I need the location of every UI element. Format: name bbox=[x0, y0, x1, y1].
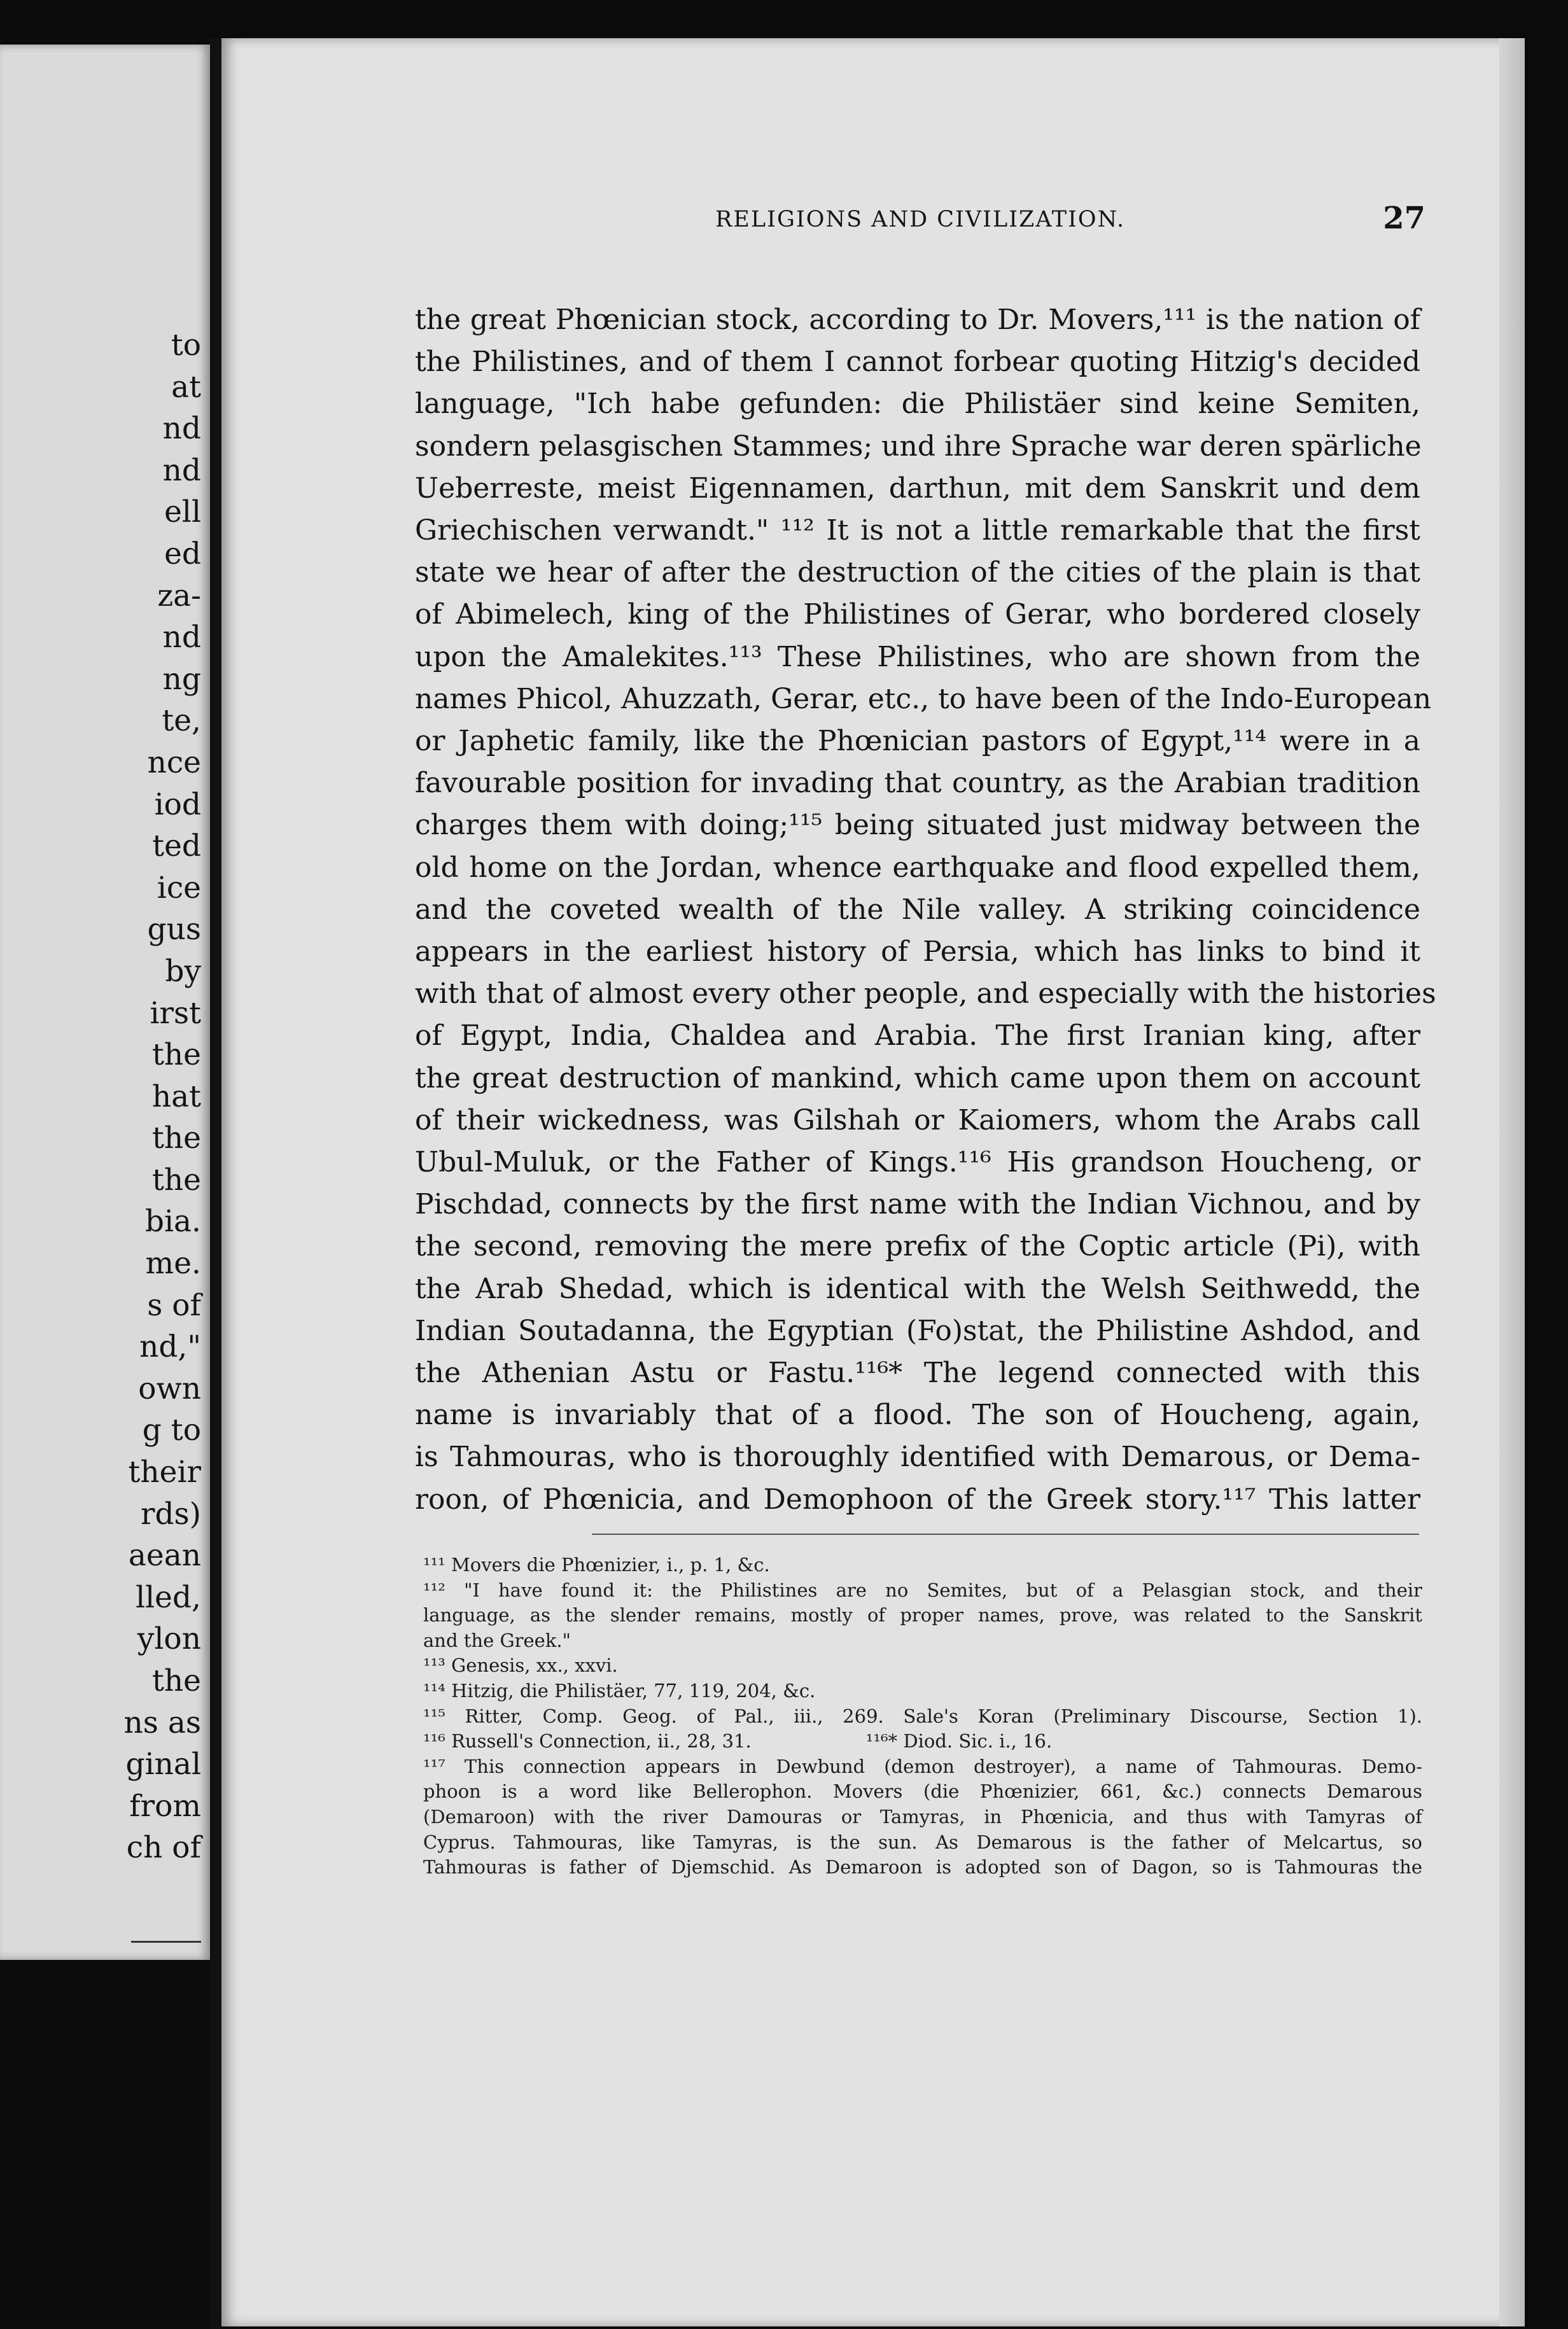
facing-page-text bbox=[124, 325, 201, 1869]
footnote-117-cont: Cyprus. Tahmouras, like Tamyras, is the sun. As Demarous is the father of Melcartus, so bbox=[423, 1831, 1422, 1853]
facing-page-line: from bbox=[129, 1788, 201, 1824]
text-line: is Tahmouras, who is thoroughly identified with Demarous, or Dema- bbox=[415, 1441, 1420, 1474]
facing-page-line: ginal bbox=[125, 1747, 201, 1782]
text-line: of their wickedness, was Gilshah or Kaiomers, whom the Arabs call bbox=[415, 1103, 1420, 1137]
facing-page-line: za- bbox=[157, 578, 201, 613]
footnote-115: ¹¹⁵ Ritter, Comp. Geog. of Pal., iii., 269. Sale's Koran (Preliminary Discourse, Section 1). bbox=[423, 1705, 1422, 1727]
footnote-116: ¹¹⁶ Russell's Connection, ii., 28, 31. bbox=[423, 1730, 752, 1752]
facing-page-line: ice bbox=[157, 870, 201, 906]
facing-page-line: bia. bbox=[144, 1204, 201, 1240]
footnote-116b: ¹¹⁶* Diod. Sic. i., 16. bbox=[865, 1730, 1053, 1752]
text-line: with that of almost every other people, and especially with the histories bbox=[415, 977, 1436, 1011]
facing-page-line: lled, bbox=[136, 1579, 201, 1615]
text-line: names Phicol, Ahuzzath, Gerar, etc., to have been of the Indo-European bbox=[415, 682, 1432, 715]
text-line: of Egypt, India, Chaldea and Arabia. The first Iranian king, after bbox=[415, 1019, 1420, 1053]
facing-page-line: gus bbox=[147, 912, 201, 948]
footnote-rule bbox=[592, 1534, 1419, 1535]
text-line: the Athenian Astu or Fastu.¹¹⁶* The legend connected with this bbox=[415, 1357, 1420, 1390]
text-line: favourable position for invading that country, as the Arabian tradition bbox=[415, 767, 1420, 800]
facing-page-rule bbox=[131, 1941, 201, 1943]
book-gutter bbox=[210, 38, 221, 2329]
facing-page-line: at bbox=[171, 369, 201, 405]
footnote-116-row bbox=[423, 1729, 1422, 1754]
facing-page-line: the bbox=[152, 1663, 201, 1698]
text-line: Ueberreste, meist Eigennamen, darthun, mit dem Sanskrit und dem bbox=[415, 472, 1420, 505]
facing-page-line: the bbox=[152, 1121, 201, 1156]
facing-page-line: nd bbox=[162, 411, 201, 447]
text-line: old home on the Jordan, whence earthquake and flood expelled them, bbox=[415, 851, 1420, 884]
text-line: appears in the earliest history of Persia, which has links to bind it bbox=[415, 935, 1420, 969]
text-line: sondern pelasgischen Stammes; und ihre Sprache war deren spärliche bbox=[415, 430, 1422, 463]
footnotes bbox=[423, 1553, 1422, 1880]
text-line: name is invariably that of a flood. The son of Houcheng, again, bbox=[415, 1399, 1420, 1432]
text-line: the Arab Shedad, which is identical with the Welsh Seithwedd, the bbox=[415, 1272, 1420, 1305]
footnote-117-cont: Tahmouras is father of Djemschid. As Demaroon is adopted son of Dagon, so is Tahmouras the bbox=[423, 1856, 1422, 1878]
facing-page-line: ed bbox=[164, 536, 201, 571]
facing-page-line: ylon bbox=[137, 1621, 201, 1657]
text-line: and the coveted wealth of the Nile valley. A striking coincidence bbox=[415, 893, 1420, 926]
text-line: Indian Soutadanna, the Egyptian (Fo)stat, the Philistine Ashdod, and bbox=[415, 1314, 1420, 1347]
text-line: Ubul-Muluk, or the Father of Kings.¹¹⁶ His grandson Houcheng, or bbox=[415, 1146, 1420, 1179]
footnote-112-end: and the Greek." bbox=[423, 1629, 571, 1651]
page-header bbox=[496, 200, 1425, 245]
facing-page-line: iod bbox=[154, 787, 201, 822]
footnote-117: ¹¹⁷ This connection appears in Dewbund (demon destroyer), a name of Tahmouras. Demo- bbox=[423, 1755, 1422, 1777]
footnote-112-cont: language, as the slender remains, mostly of proper names, prove, was related to the Sanskrit bbox=[423, 1604, 1422, 1626]
facing-page-line: nd," bbox=[139, 1329, 201, 1365]
text-line: the great Phœnician stock, according to Dr. Movers,¹¹¹ is the nation of bbox=[415, 304, 1420, 336]
text-line: the second, removing the mere prefix of the Coptic article (Pi), with bbox=[415, 1230, 1420, 1263]
facing-page-line: hat bbox=[151, 1079, 201, 1114]
text-line: Griechischen verwandt." ¹¹² It is not a little remarkable that the first bbox=[415, 514, 1420, 547]
text-line: state we hear of after the destruction of the cities of the plain is that bbox=[415, 556, 1420, 589]
facing-page-line: g to bbox=[142, 1413, 201, 1448]
text-line: language, "Ich habe gefunden: die Philistäer sind keine Semiten, bbox=[415, 388, 1420, 421]
facing-page-line: ng bbox=[162, 661, 201, 697]
facing-page-line: by bbox=[165, 953, 201, 989]
facing-page-line: s of bbox=[147, 1287, 201, 1323]
facing-page-line: aean bbox=[128, 1538, 201, 1574]
facing-page-line: me. bbox=[145, 1246, 201, 1282]
page-edge bbox=[1499, 38, 1525, 2326]
footnote-111: ¹¹¹ Movers die Phœnizier, i., p. 1, &c. bbox=[423, 1554, 770, 1576]
facing-page-line: the bbox=[152, 1037, 201, 1073]
facing-page-line: the bbox=[152, 1162, 201, 1198]
footnote-117-cont: (Demaroon) with the river Damouras or Tamyras, in Phœnicia, and thus with Tamyras of bbox=[423, 1805, 1422, 1828]
text-line: roon, of Phœnicia, and Demophoon of the Greek story.¹¹⁷ This latter bbox=[415, 1483, 1420, 1516]
body-text bbox=[415, 299, 1436, 1521]
facing-page-line: own bbox=[138, 1371, 201, 1406]
footnote-113: ¹¹³ Genesis, xx., xxvi. bbox=[423, 1654, 618, 1677]
text-line: or Japhetic family, like the Phœnician pastors of Egypt,¹¹⁴ were in a bbox=[415, 725, 1420, 758]
text-line: Pischdad, connects by the first name with the Indian Vichnou, and by bbox=[415, 1188, 1420, 1221]
running-head: RELIGIONS AND CIVILIZATION. bbox=[715, 207, 1126, 232]
facing-page-line: their bbox=[128, 1455, 201, 1490]
footnote-114: ¹¹⁴ Hitzig, die Philistäer, 77, 119, 204, &c. bbox=[423, 1679, 816, 1702]
facing-page-line: to bbox=[171, 328, 201, 363]
facing-page-line: nd bbox=[162, 620, 201, 655]
page-number: 27 bbox=[1383, 200, 1425, 236]
text-line: of Abimelech, king of the Philistines of Gerar, who bordered closely bbox=[415, 598, 1420, 631]
facing-page-line: te, bbox=[162, 703, 201, 739]
text-line: the great destruction of mankind, which came upon them on account bbox=[415, 1061, 1420, 1095]
facing-page-line: ch of bbox=[126, 1830, 201, 1866]
text-line: upon the Amalekites.¹¹³ These Philistines, who are shown from the bbox=[415, 640, 1420, 673]
facing-page-line: ted bbox=[152, 829, 201, 864]
facing-page-line: nd bbox=[162, 452, 201, 488]
facing-page-line: irst bbox=[150, 995, 201, 1031]
text-line: the Philistines, and of them I cannot forbear quoting Hitzig's decided bbox=[415, 346, 1420, 379]
footnote-112: ¹¹² "I have found it: the Philistines are no Semites, but of a Pelasgian stock, and their bbox=[423, 1579, 1422, 1601]
text-line: charges them with doing;¹¹⁵ being situated just midway between the bbox=[415, 809, 1420, 842]
facing-page-line: ns as bbox=[123, 1705, 201, 1740]
facing-page-line: rds) bbox=[140, 1496, 201, 1532]
footnote-117-cont: phoon is a word like Bellerophon. Movers (die Phœnizier, 661, &c.) connects Demarous bbox=[423, 1780, 1422, 1803]
facing-page-fragment bbox=[0, 45, 210, 1960]
facing-page-line: ell bbox=[164, 494, 201, 530]
facing-page-line: nce bbox=[147, 745, 201, 780]
